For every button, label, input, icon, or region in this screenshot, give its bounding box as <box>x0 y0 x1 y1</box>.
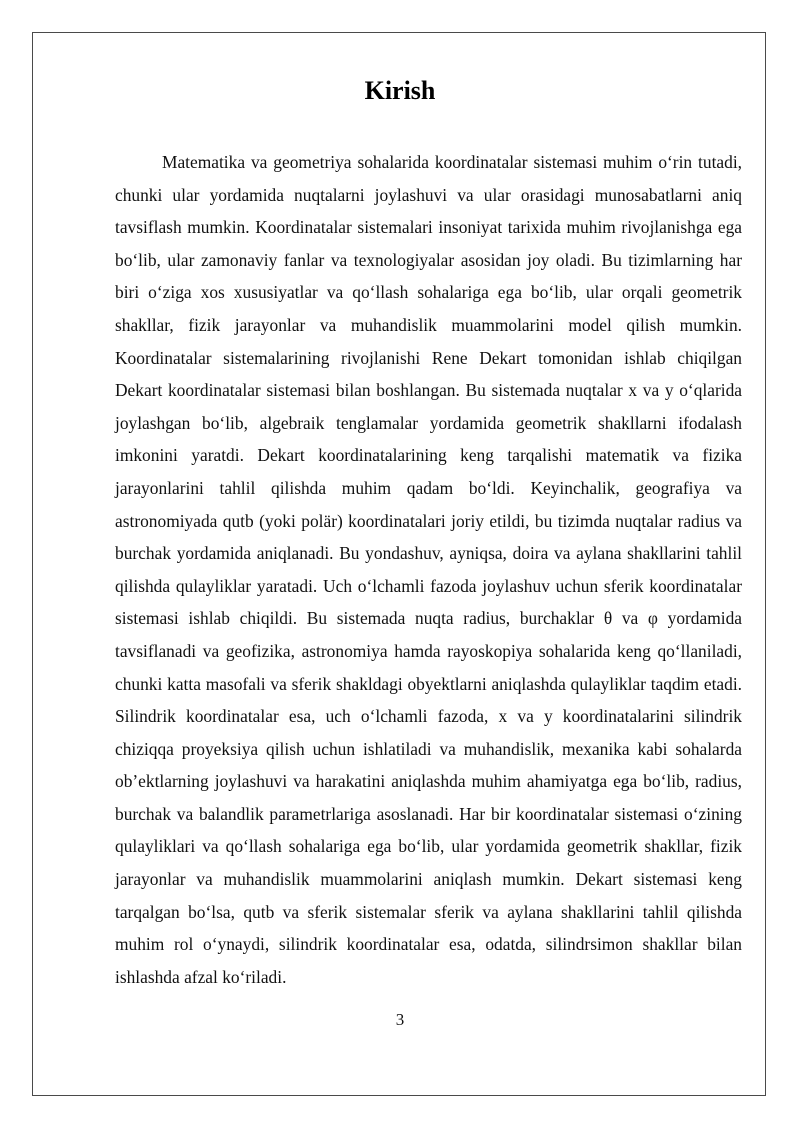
body-paragraph: Matematika va geometriya sohalarida koordinatalar sistemasi muhim o‘rin tutadi, chunki ular yordamida nuqtalarni joylashuvi va ular orasidagi munosabatlarni aniq tavsiflash mumkin. Koordinatalar sistemalari insoniyat tarixida muhim rivojlanishga ega bo‘lib, ular zamonaviy fanlar va texnologiyalar asosidan joy oladi. Bu tizimlarning har biri o‘ziga xos xususiyatlar va qo‘llash sohalariga ega bo‘lib, ular orqali geometrik shakllar, fizik jarayonlar va muhandislik muammolarini model qilish mumkin. Koordinatalar sistemalarining rivojlanishi Rene Dekart tomonidan ishlab chiqilgan Dekart koordinatalar sistemasi bilan boshlangan. Bu sistemada nuqtalar x va y o‘qlarida joylashgan bo‘lib, algebraik tenglamalar yordamida geometrik shakllarni ifodalash imkonini yaratdi. Dekart koordinatalarining keng tarqalishi matematik va fizika jarayonlarini tahlil qilishda muhim qadam bo‘ldi. Keyinchalik, geografiya va astronomiyada qutb (yoki polär) koordinatalari joriy etildi, bu tizimda nuqtalar radius va burchak yordamida aniqlanadi. Bu yondashuv, ayniqsa, doira va aylana shakllarini tahlil qilishda qulayliklar yaratadi. Uch o‘lchamli fazoda joylashuv uchun sferik koordinatalar sistemasi ishlab chiqildi. Bu sistemada nuqta radius, burchaklar θ va φ yordamida tavsiflanadi va geofizika, astronomiya hamda rayoskopiya sohalarida keng qo‘llaniladi, chunki katta masofali va sferik shakldagi obyektlarni aniqlashda qulayliklar taqdim etadi. Silindrik koordinatalar esa, uch o‘lchamli fazoda, x va y koordinatalarini silindrik chiziqqa proyeksiya qilish uchun ishlatiladi va muhandislik, mexanika kabi sohalarda ob’ektlarning joylashuvi va harakatini aniqlashda muhim ahamiyatga ega bo‘lib, radius, burchak va balandlik parametrlariga asoslanadi. Har bir koordinatalar sistemasi o‘zining qulayliklari va qo‘llash sohalariga ega bo‘lib, ular yordamida geometrik shakllar, fizik jarayonlar va muhandislik muammolarini aniqlash mumkin. Dekart sistemasi keng tarqalgan bo‘lsa, qutb va sferik sistemalar sferik va aylana shakllarini tahlil qilishda muhim rol o‘ynaydi, silindrik koordinatalar esa, odatda, silindrsimon shakllar bilan ishlashda afzal ko‘riladi. <box>115 152 742 987</box>
page-title: Kirish <box>364 76 436 105</box>
page-number: 3 <box>395 1010 405 1029</box>
